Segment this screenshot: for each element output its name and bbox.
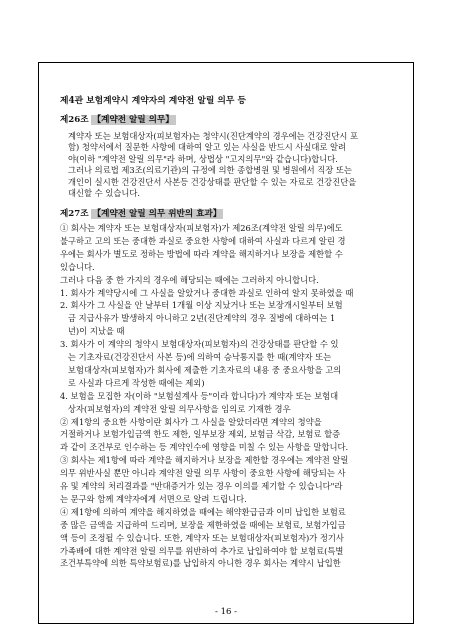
article-27-title: 【계약전 알릴 의무 위반의 효과】 <box>92 209 222 219</box>
body-line: 그러나 의료법 제3조(의료기관)의 규정에 의한 종합병원 및 병원에서 직장 또는 <box>68 165 352 176</box>
body-line: 개인이 실시한 건강진단서 사본등 건강상태를 판단할 수 있는 자료로 건강진단을 <box>68 176 357 187</box>
body-line: 보험대상자(피보험자)가 회사에 제출한 기초자료의 내용 중 중요사항을 고의 <box>60 364 342 375</box>
body-line: 그러나 다음 중 한 가지의 경우에 해당되는 때에는 그러하지 아니합니다. <box>60 274 319 285</box>
body-line: 년)이 지났을 때 <box>60 326 125 337</box>
body-line: 거절하거나 보험가입금액 한도 제한, 일부보장 제외, 보험금 삭감, 보험료 할증 <box>60 429 341 440</box>
body-line: 2. 회사가 그 사실을 안 날부터 1개월 이상 지났거나 또는 보장개시일부터 보험 <box>60 300 343 311</box>
body-line: 의무 위반사실 뿐만 아니라 계약전 알릴 의무 사항이 중요한 사항에 해당되는 사 <box>60 468 346 479</box>
body-line: 중 많은 금액을 지급하여 드리며, 보장을 제한하였을 때에는 보험료, 보험가입금 <box>60 519 346 530</box>
article-27-number: 제27조 <box>60 209 89 219</box>
body-line: 로 사실과 다르게 작성한 때에는 제외) <box>60 377 205 388</box>
body-line: 우에는 회사가 별도로 정하는 방법에 따라 계약을 해지하거나 보장을 제한할 수 <box>60 248 343 259</box>
body-line: 야(이하 "계약전 알릴 의무"라 하며, 상법상 "고지의무"와 같습니다)합니다. <box>68 153 338 164</box>
body-line: 금 지급사유가 발생하지 아니하고 2년(진단계약의 경우 질병에 대하여는 1 <box>60 313 336 324</box>
body-line: 불구하고 고의 또는 중대한 과실로 중요한 사항에 대하여 사실과 다르게 알린 경 <box>60 235 346 246</box>
article-26-title: 【계약전 알릴 의무】 <box>92 115 174 125</box>
article-26-number: 제26조 <box>60 115 89 125</box>
body-line: 계약자 또는 보험대상자(피보험자)는 청약시(진단계약의 경우에는 건강진단시 포 <box>68 131 359 141</box>
body-line: ① 회사는 계약자 또는 보험대상자(피보험자)가 제26조(계약전 알릴 의무)에도 <box>60 223 343 233</box>
body-line: ④ 제1항에 의하여 계약을 해지하였을 때에는 해약환급금과 이미 납입한 보험료 <box>60 506 346 517</box>
body-line: ② 제1항의 중요한 사항이란 회사가 그 사실을 알았더라면 계약의 청약을 <box>60 416 322 427</box>
body-line: 함) 청약서에서 질문한 사항에 대하여 알고 있는 사실을 반드시 사실대로 알려 <box>68 142 347 153</box>
body-line: 유 및 계약의 처리결과를 "반대증거가 있는 경우 이의를 제기할 수 있습니다"라 <box>60 481 343 491</box>
body-line: 있습니다. <box>60 261 95 272</box>
body-line: ③ 회사는 제1항에 따라 계약을 해지하거나 보장을 제한할 경우에는 계약전 알릴 <box>60 455 349 466</box>
page-number: - 16 - <box>215 607 237 617</box>
body-line: 조건부특약에 의한 특약보험료)를 납입하지 아니한 경우 회사는 계약시 납입한 <box>60 558 341 569</box>
body-line: 과 같이 조건부로 인수하는 등 계약인수에 영향을 미칠 수 있는 사항을 말합니다. <box>60 442 349 453</box>
article-27-heading <box>60 209 223 219</box>
body-line: 4. 보험을 모집한 자(이하 "보험설계사 등"이라 합니다)가 계약자 또는 보험대 <box>60 390 339 401</box>
body-line: 상자(피보험자)의 계약전 알릴 의무사항을 임의로 기재한 경우 <box>60 403 291 414</box>
body-line: 가족배에 대한 계약전 알릴 의무를 위반하여 추가로 납입하여야 할 보험료(특별 <box>60 545 344 556</box>
article-26-heading <box>60 115 176 125</box>
body-line: 는 기초자료(건강진단서 사본 등)에 의하여 승낙통지를 한 때(계약자 또는 <box>60 352 332 362</box>
body-line: 대신할 수 있습니다. <box>68 188 141 198</box>
section-title: 제4관 보험계약시 계약자의 계약전 알릴 의무 등 <box>60 96 246 106</box>
body-line: 는 문구와 함께 계약자에게 서면으로 알려 드립니다. <box>60 493 247 504</box>
body-line: 3. 회사가 이 계약의 청약시 보험대상자(피보험자)의 건강상태를 판단할 수 있 <box>60 339 339 350</box>
body-line: 액 등이 조정될 수 있습니다. 또한, 계약자 또는 보험대상자(피보험자)가 정기사 <box>60 532 344 543</box>
body-line: 1. 회사가 계약당시에 그 사실을 알았거나 중대한 과실로 인하여 알지 못하였을 때 <box>60 287 354 298</box>
